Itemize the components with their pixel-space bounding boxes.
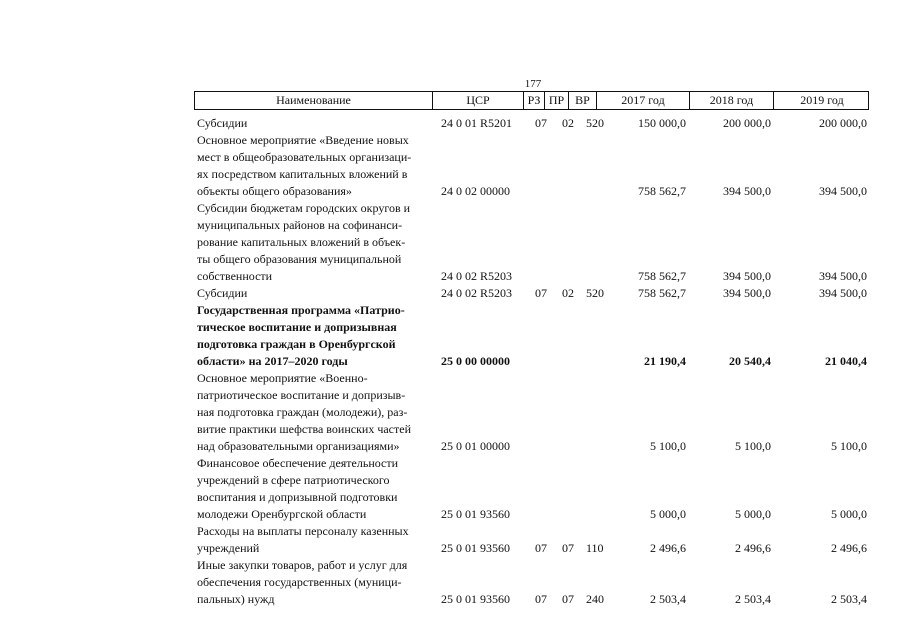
row-2018: 394 500,0 bbox=[723, 184, 771, 198]
row-2018: 200 000,0 bbox=[723, 116, 771, 130]
row-2018: 394 500,0 bbox=[723, 269, 771, 283]
row-2017: 21 190,4 bbox=[644, 354, 686, 368]
row-2017: 5 100,0 bbox=[650, 439, 686, 453]
row-csr: 25 0 01 93560 bbox=[441, 507, 510, 521]
row-name-line: Основное мероприятие «Военно- bbox=[197, 371, 368, 385]
row-2019: 5 100,0 bbox=[831, 439, 867, 453]
header-rz: РЗ bbox=[524, 92, 545, 109]
row-2017: 150 000,0 bbox=[638, 116, 686, 130]
row-2019: 394 500,0 bbox=[819, 269, 867, 283]
row-name-line: витие практики шефства воинских частей bbox=[197, 422, 411, 436]
row-2017: 2 503,4 bbox=[650, 592, 686, 606]
row-name-line: ты общего образования муниципальной bbox=[197, 252, 402, 266]
row-name-line: воспитания и допризывной подготовки bbox=[197, 490, 398, 504]
row-name-line: Субсидии bbox=[197, 116, 248, 130]
row-name-line: объекты общего образования» bbox=[197, 184, 352, 198]
row-2017: 5 000,0 bbox=[650, 507, 686, 521]
row-csr: 24 0 02 R5203 bbox=[441, 286, 513, 300]
table-header bbox=[194, 91, 869, 110]
row-rz: 07 bbox=[535, 286, 547, 300]
row-name-line: тическое воспитание и допризывная bbox=[197, 320, 397, 334]
header-csr: ЦСР bbox=[433, 92, 524, 109]
header-2019: 2019 год bbox=[800, 93, 844, 107]
header-2017: 2017 год bbox=[597, 92, 690, 109]
row-name-line: Субсидии бюджетам городских округов и bbox=[197, 201, 411, 215]
row-name-line: Государственная программа «Патрио- bbox=[197, 303, 405, 317]
row-csr: 25 0 01 00000 bbox=[441, 439, 510, 453]
row-2018: 394 500,0 bbox=[723, 286, 771, 300]
row-2018: 5 000,0 bbox=[735, 507, 771, 521]
row-2019: 394 500,0 bbox=[819, 286, 867, 300]
row-name-line: над образовательными организациями» bbox=[197, 439, 400, 453]
row-csr: 25 0 00 00000 bbox=[441, 354, 510, 368]
row-2017: 758 562,7 bbox=[638, 286, 686, 300]
row-name-line: учреждений bbox=[197, 541, 260, 555]
row-2019: 394 500,0 bbox=[819, 184, 867, 198]
row-name-line: Расходы на выплаты персоналу казенных bbox=[197, 524, 409, 538]
row-vr: 240 bbox=[586, 592, 604, 606]
row-2019: 2 503,4 bbox=[831, 592, 867, 606]
row-name-line: муниципальных районов на софинанси- bbox=[197, 218, 403, 232]
row-2018: 2 496,6 bbox=[735, 541, 771, 555]
row-csr: 24 0 01 R5201 bbox=[441, 116, 513, 130]
row-name-line: учреждений в сфере патриотического bbox=[197, 473, 390, 487]
row-csr: 25 0 01 93560 bbox=[441, 541, 510, 555]
row-csr: 25 0 01 93560 bbox=[441, 592, 510, 606]
row-name-line: Основное мероприятие «Введение новых bbox=[197, 133, 409, 147]
row-name-line: мест в общеобразовательных организаци- bbox=[197, 150, 412, 164]
row-pr: 07 bbox=[562, 541, 574, 555]
row-name-line: области» на 2017–2020 годы bbox=[197, 354, 348, 368]
row-2018: 2 503,4 bbox=[735, 592, 771, 606]
row-name-line: подготовка граждан в Оренбургской bbox=[197, 337, 396, 351]
header-vr: ВР bbox=[569, 92, 597, 109]
row-name-line: ях посредством капитальных вложений в bbox=[197, 167, 408, 181]
header-name: Наименование bbox=[195, 92, 433, 109]
row-rz: 07 bbox=[535, 592, 547, 606]
row-name-line: молодежи Оренбургской области bbox=[197, 507, 367, 521]
row-csr: 24 0 02 00000 bbox=[441, 184, 510, 198]
row-pr: 02 bbox=[562, 116, 574, 130]
row-2019: 21 040,4 bbox=[825, 354, 867, 368]
row-name-line: Иные закупки товаров, работ и услуг для bbox=[197, 558, 408, 572]
header-2018: 2018 год bbox=[690, 92, 774, 109]
header-pr: ПР bbox=[545, 92, 569, 109]
row-name-line: обеспечения государственных (муници- bbox=[197, 575, 402, 589]
row-csr: 24 0 02 R5203 bbox=[441, 269, 513, 283]
row-name-line: пальных) нужд bbox=[197, 592, 275, 606]
row-pr: 02 bbox=[562, 286, 574, 300]
row-rz: 07 bbox=[535, 541, 547, 555]
row-2017: 758 562,7 bbox=[638, 269, 686, 283]
row-rz: 07 bbox=[535, 116, 547, 130]
row-2019: 5 000,0 bbox=[831, 507, 867, 521]
row-name-line: рование капитальных вложений в объек- bbox=[197, 235, 406, 249]
row-pr: 07 bbox=[562, 592, 574, 606]
row-name-line: Субсидии bbox=[197, 286, 248, 300]
row-name-line: ная подготовка граждан (молодежи), раз- bbox=[197, 405, 408, 419]
row-2018: 20 540,4 bbox=[729, 354, 771, 368]
row-2019: 200 000,0 bbox=[819, 116, 867, 130]
row-name-line: Финансовое обеспечение деятельности bbox=[197, 456, 399, 470]
row-2019: 2 496,6 bbox=[831, 541, 867, 555]
row-2017: 758 562,7 bbox=[638, 184, 686, 198]
row-vr: 520 bbox=[586, 286, 604, 300]
row-2018: 5 100,0 bbox=[735, 439, 771, 453]
row-name-line: собственности bbox=[197, 269, 273, 283]
row-vr: 110 bbox=[586, 541, 604, 555]
row-2017: 2 496,6 bbox=[650, 541, 686, 555]
page-number: 177 bbox=[524, 78, 542, 90]
row-name-line: патриотическое воспитание и допризыв- bbox=[197, 388, 406, 402]
row-vr: 520 bbox=[586, 116, 604, 130]
